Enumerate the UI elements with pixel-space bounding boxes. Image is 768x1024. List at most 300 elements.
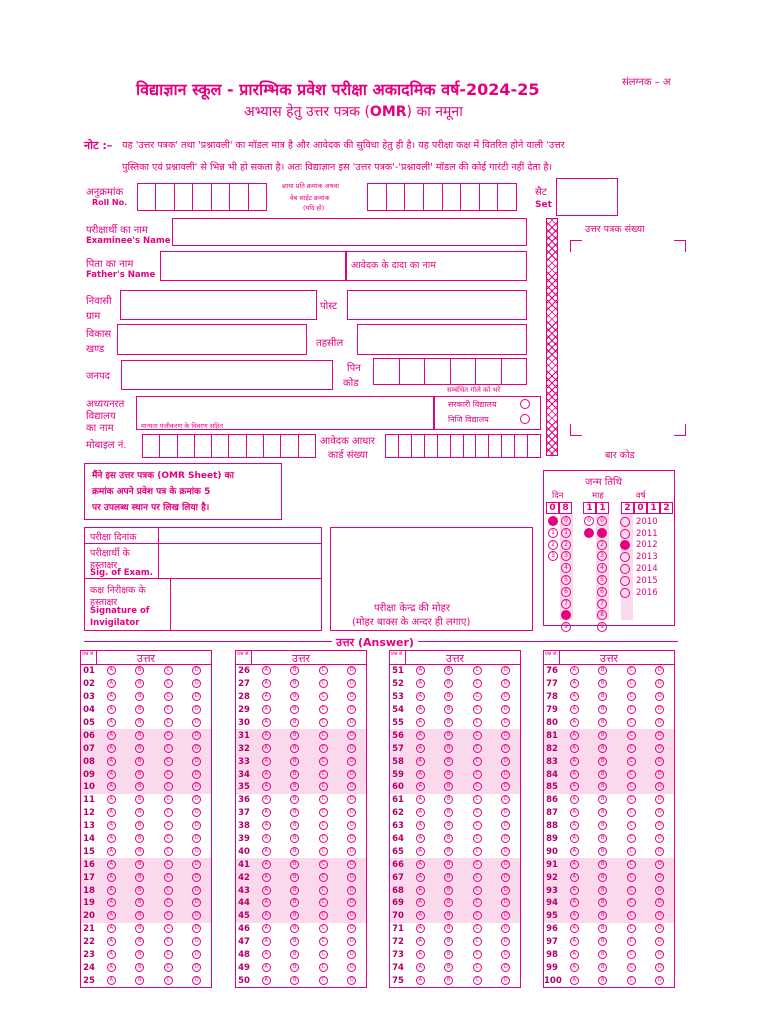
- answer-option-bubble[interactable]: B: [598, 886, 607, 895]
- answer-option-bubble[interactable]: C: [319, 924, 328, 933]
- answer-option-bubble[interactable]: C: [319, 731, 328, 740]
- answer-option-bubble[interactable]: A: [262, 911, 271, 920]
- answer-option-bubble[interactable]: D: [501, 847, 510, 856]
- answer-option-bubble[interactable]: D: [347, 950, 356, 959]
- answer-option-bubble[interactable]: D: [655, 731, 664, 740]
- answer-option-bubble[interactable]: D: [655, 821, 664, 830]
- answer-option-bubble[interactable]: A: [416, 718, 425, 727]
- answer-option-bubble[interactable]: B: [444, 860, 453, 869]
- answer-option-bubble[interactable]: A: [262, 731, 271, 740]
- answer-option-bubble[interactable]: D: [192, 692, 201, 701]
- answer-option-bubble[interactable]: B: [135, 821, 144, 830]
- answer-option-bubble[interactable]: C: [319, 963, 328, 972]
- answer-option-bubble[interactable]: B: [444, 963, 453, 972]
- answer-option-bubble[interactable]: C: [319, 873, 328, 882]
- answer-option-bubble[interactable]: D: [192, 898, 201, 907]
- answer-option-bubble[interactable]: A: [107, 757, 116, 766]
- answer-option-bubble[interactable]: C: [627, 963, 636, 972]
- answer-option-bubble[interactable]: D: [347, 731, 356, 740]
- answer-option-bubble[interactable]: B: [290, 666, 299, 675]
- answer-option-bubble[interactable]: C: [319, 847, 328, 856]
- answer-option-bubble[interactable]: B: [598, 757, 607, 766]
- answer-option-bubble[interactable]: C: [473, 731, 482, 740]
- answer-option-bubble[interactable]: A: [416, 963, 425, 972]
- answer-option-bubble[interactable]: C: [164, 666, 173, 675]
- answer-option-bubble[interactable]: A: [262, 666, 271, 675]
- answer-option-bubble[interactable]: C: [473, 924, 482, 933]
- answer-option-bubble[interactable]: D: [501, 860, 510, 869]
- answer-option-bubble[interactable]: D: [192, 873, 201, 882]
- answer-option-bubble[interactable]: B: [290, 795, 299, 804]
- answer-option-bubble[interactable]: D: [347, 898, 356, 907]
- answer-option-bubble[interactable]: A: [416, 744, 425, 753]
- mobile-number-cells[interactable]: [142, 434, 316, 458]
- answer-option-bubble[interactable]: C: [627, 924, 636, 933]
- answer-option-bubble[interactable]: D: [192, 847, 201, 856]
- answer-option-bubble[interactable]: B: [135, 782, 144, 791]
- answer-option-bubble[interactable]: C: [627, 834, 636, 843]
- answer-option-bubble[interactable]: C: [627, 795, 636, 804]
- answer-option-bubble[interactable]: A: [262, 795, 271, 804]
- answer-option-bubble[interactable]: D: [347, 860, 356, 869]
- answer-option-bubble[interactable]: C: [164, 757, 173, 766]
- answer-option-bubble[interactable]: C: [164, 795, 173, 804]
- answer-option-bubble[interactable]: A: [107, 976, 116, 985]
- answer-option-bubble[interactable]: C: [473, 976, 482, 985]
- answer-option-bubble[interactable]: A: [570, 718, 579, 727]
- answer-option-bubble[interactable]: A: [262, 808, 271, 817]
- answer-option-bubble[interactable]: C: [319, 705, 328, 714]
- answer-option-bubble[interactable]: D: [192, 821, 201, 830]
- dob-bubble[interactable]: 2: [561, 540, 571, 550]
- dob-bubble[interactable]: 9: [561, 622, 571, 632]
- answer-option-bubble[interactable]: B: [135, 963, 144, 972]
- dob-year-digits[interactable]: [621, 502, 673, 514]
- district-field[interactable]: [121, 360, 333, 390]
- answer-option-bubble[interactable]: C: [319, 821, 328, 830]
- answer-option-bubble[interactable]: B: [598, 950, 607, 959]
- dob-month-tens-bubbles[interactable]: [584, 516, 594, 540]
- answer-option-bubble[interactable]: C: [627, 679, 636, 688]
- dob-bubble[interactable]: 6: [561, 587, 571, 597]
- answer-option-bubble[interactable]: D: [501, 731, 510, 740]
- answer-option-bubble[interactable]: A: [107, 731, 116, 740]
- answer-option-bubble[interactable]: C: [164, 731, 173, 740]
- answer-option-bubble[interactable]: C: [473, 847, 482, 856]
- answer-option-bubble[interactable]: C: [319, 937, 328, 946]
- answer-option-bubble[interactable]: D: [501, 782, 510, 791]
- answer-option-bubble[interactable]: A: [570, 834, 579, 843]
- dob-year-options[interactable]: [620, 516, 658, 599]
- answer-option-bubble[interactable]: C: [319, 834, 328, 843]
- answer-option-bubble[interactable]: A: [262, 821, 271, 830]
- answer-option-bubble[interactable]: A: [416, 924, 425, 933]
- answer-option-bubble[interactable]: C: [319, 744, 328, 753]
- answer-option-bubble[interactable]: B: [598, 692, 607, 701]
- answer-option-bubble[interactable]: C: [473, 937, 482, 946]
- answer-option-bubble[interactable]: D: [347, 718, 356, 727]
- examinee-name-field[interactable]: [172, 218, 527, 246]
- answer-option-bubble[interactable]: B: [444, 744, 453, 753]
- answer-option-bubble[interactable]: C: [473, 886, 482, 895]
- answer-option-bubble[interactable]: C: [164, 744, 173, 753]
- answer-option-bubble[interactable]: A: [416, 937, 425, 946]
- answer-option-bubble[interactable]: A: [416, 666, 425, 675]
- answer-option-bubble[interactable]: C: [627, 808, 636, 817]
- dob-bubble[interactable]: 7: [561, 599, 571, 609]
- answer-option-bubble[interactable]: C: [164, 692, 173, 701]
- answer-option-bubble[interactable]: A: [570, 963, 579, 972]
- answer-option-bubble[interactable]: B: [444, 718, 453, 727]
- answer-option-bubble[interactable]: D: [347, 679, 356, 688]
- answer-option-bubble[interactable]: D: [501, 873, 510, 882]
- answer-option-bubble[interactable]: C: [627, 821, 636, 830]
- answer-option-bubble[interactable]: C: [627, 950, 636, 959]
- answer-option-bubble[interactable]: A: [570, 731, 579, 740]
- answer-option-bubble[interactable]: C: [164, 705, 173, 714]
- answer-option-bubble[interactable]: D: [192, 718, 201, 727]
- answer-option-bubble[interactable]: D: [347, 795, 356, 804]
- dob-bubble[interactable]: 2: [548, 540, 558, 550]
- answer-option-bubble[interactable]: D: [192, 886, 201, 895]
- answer-option-bubble[interactable]: C: [164, 873, 173, 882]
- answer-option-bubble[interactable]: B: [444, 886, 453, 895]
- answer-option-bubble[interactable]: D: [655, 937, 664, 946]
- answer-option-bubble[interactable]: C: [164, 937, 173, 946]
- answer-option-bubble[interactable]: A: [416, 834, 425, 843]
- answer-option-bubble[interactable]: B: [598, 795, 607, 804]
- answer-option-bubble[interactable]: D: [347, 744, 356, 753]
- answer-option-bubble[interactable]: A: [107, 679, 116, 688]
- answer-option-bubble[interactable]: A: [570, 795, 579, 804]
- answer-option-bubble[interactable]: B: [290, 731, 299, 740]
- answer-option-bubble[interactable]: D: [192, 731, 201, 740]
- answer-option-bubble[interactable]: B: [290, 718, 299, 727]
- dob-bubble[interactable]: 2: [597, 540, 607, 550]
- answer-option-bubble[interactable]: C: [319, 976, 328, 985]
- answer-option-bubble[interactable]: A: [107, 963, 116, 972]
- answer-option-bubble[interactable]: A: [570, 937, 579, 946]
- answer-option-bubble[interactable]: C: [473, 873, 482, 882]
- answer-option-bubble[interactable]: D: [501, 963, 510, 972]
- answer-option-bubble[interactable]: C: [164, 976, 173, 985]
- answer-option-bubble[interactable]: B: [290, 744, 299, 753]
- answer-option-bubble[interactable]: D: [347, 821, 356, 830]
- answer-option-bubble[interactable]: B: [290, 963, 299, 972]
- answer-option-bubble[interactable]: C: [319, 679, 328, 688]
- answer-option-bubble[interactable]: A: [416, 950, 425, 959]
- answer-option-bubble[interactable]: A: [570, 821, 579, 830]
- answer-option-bubble[interactable]: A: [107, 898, 116, 907]
- answer-option-bubble[interactable]: A: [262, 782, 271, 791]
- answer-option-bubble[interactable]: D: [655, 976, 664, 985]
- examinee-signature-field[interactable]: [158, 543, 322, 578]
- answer-option-bubble[interactable]: A: [262, 834, 271, 843]
- answer-option-bubble[interactable]: C: [164, 963, 173, 972]
- answer-option-bubble[interactable]: B: [598, 898, 607, 907]
- answer-option-bubble[interactable]: B: [135, 692, 144, 701]
- answer-option-bubble[interactable]: A: [570, 976, 579, 985]
- answer-option-bubble[interactable]: A: [416, 911, 425, 920]
- dob-bubble[interactable]: 4: [597, 563, 607, 573]
- answer-option-bubble[interactable]: C: [473, 821, 482, 830]
- answer-option-bubble[interactable]: D: [347, 976, 356, 985]
- answer-option-bubble[interactable]: D: [655, 950, 664, 959]
- answer-option-bubble[interactable]: C: [164, 770, 173, 779]
- answer-option-bubble[interactable]: B: [135, 731, 144, 740]
- answer-option-bubble[interactable]: C: [473, 963, 482, 972]
- answer-option-bubble[interactable]: A: [416, 860, 425, 869]
- answer-option-bubble[interactable]: B: [444, 757, 453, 766]
- answer-option-bubble[interactable]: D: [192, 705, 201, 714]
- answer-option-bubble[interactable]: B: [598, 666, 607, 675]
- answer-option-bubble[interactable]: A: [416, 692, 425, 701]
- answer-option-bubble[interactable]: D: [501, 770, 510, 779]
- answer-option-bubble[interactable]: D: [192, 770, 201, 779]
- answer-option-bubble[interactable]: D: [192, 937, 201, 946]
- answer-option-bubble[interactable]: C: [473, 950, 482, 959]
- dob-year-option[interactable]: [620, 575, 658, 587]
- answer-option-bubble[interactable]: B: [598, 937, 607, 946]
- answer-option-bubble[interactable]: B: [444, 924, 453, 933]
- answer-option-bubble[interactable]: C: [473, 808, 482, 817]
- answer-option-bubble[interactable]: C: [164, 834, 173, 843]
- answer-option-bubble[interactable]: D: [192, 834, 201, 843]
- answer-option-bubble[interactable]: A: [416, 808, 425, 817]
- answer-option-bubble[interactable]: A: [416, 705, 425, 714]
- answer-option-bubble[interactable]: B: [598, 821, 607, 830]
- dob-bubble[interactable]: 6: [597, 587, 607, 597]
- answer-option-bubble[interactable]: C: [319, 757, 328, 766]
- dob-bubble[interactable]: 5: [561, 575, 571, 585]
- answer-option-bubble[interactable]: B: [444, 666, 453, 675]
- answer-option-bubble[interactable]: A: [570, 692, 579, 701]
- answer-option-bubble[interactable]: C: [319, 770, 328, 779]
- answer-option-bubble[interactable]: C: [627, 873, 636, 882]
- answer-option-bubble[interactable]: D: [347, 924, 356, 933]
- answer-option-bubble[interactable]: D: [655, 679, 664, 688]
- answer-option-bubble[interactable]: B: [598, 808, 607, 817]
- answer-option-bubble[interactable]: D: [655, 847, 664, 856]
- answer-option-bubble[interactable]: D: [501, 666, 510, 675]
- answer-option-bubble[interactable]: A: [107, 834, 116, 843]
- answer-option-bubble[interactable]: A: [570, 770, 579, 779]
- answer-option-bubble[interactable]: B: [290, 873, 299, 882]
- answer-option-bubble[interactable]: D: [192, 924, 201, 933]
- answer-option-bubble[interactable]: A: [416, 795, 425, 804]
- answer-option-bubble[interactable]: C: [627, 718, 636, 727]
- answer-option-bubble[interactable]: A: [570, 886, 579, 895]
- dob-year-bubble[interactable]: [620, 564, 630, 574]
- answer-option-bubble[interactable]: A: [107, 782, 116, 791]
- answer-option-bubble[interactable]: D: [655, 911, 664, 920]
- dob-bubble[interactable]: 0: [548, 516, 558, 526]
- answer-option-bubble[interactable]: D: [501, 808, 510, 817]
- answer-option-bubble[interactable]: C: [473, 795, 482, 804]
- answer-option-bubble[interactable]: C: [319, 718, 328, 727]
- aadhaar-number-cells[interactable]: [385, 434, 541, 458]
- answer-option-bubble[interactable]: C: [627, 666, 636, 675]
- answer-option-bubble[interactable]: C: [627, 847, 636, 856]
- answer-option-bubble[interactable]: C: [627, 886, 636, 895]
- answer-option-bubble[interactable]: D: [347, 963, 356, 972]
- answer-option-bubble[interactable]: A: [570, 666, 579, 675]
- answer-option-bubble[interactable]: C: [627, 705, 636, 714]
- answer-option-bubble[interactable]: B: [444, 692, 453, 701]
- answer-option-bubble[interactable]: C: [627, 757, 636, 766]
- answer-option-bubble[interactable]: B: [290, 924, 299, 933]
- answer-option-bubble[interactable]: D: [501, 886, 510, 895]
- answer-option-bubble[interactable]: A: [262, 976, 271, 985]
- answer-option-bubble[interactable]: C: [473, 782, 482, 791]
- answer-option-bubble[interactable]: A: [107, 795, 116, 804]
- answer-option-bubble[interactable]: B: [444, 770, 453, 779]
- answer-option-bubble[interactable]: B: [598, 782, 607, 791]
- answer-option-bubble[interactable]: A: [262, 744, 271, 753]
- answer-option-bubble[interactable]: B: [598, 770, 607, 779]
- answer-option-bubble[interactable]: D: [655, 666, 664, 675]
- answer-option-bubble[interactable]: D: [655, 886, 664, 895]
- answer-option-bubble[interactable]: A: [262, 950, 271, 959]
- answer-option-bubble[interactable]: C: [164, 782, 173, 791]
- answer-option-bubble[interactable]: A: [570, 898, 579, 907]
- answer-option-bubble[interactable]: C: [319, 782, 328, 791]
- answer-option-bubble[interactable]: A: [107, 718, 116, 727]
- dob-year-option[interactable]: [620, 528, 658, 540]
- answer-option-bubble[interactable]: C: [164, 898, 173, 907]
- answer-option-bubble[interactable]: D: [501, 911, 510, 920]
- answer-option-bubble[interactable]: B: [444, 898, 453, 907]
- answer-option-bubble[interactable]: A: [570, 744, 579, 753]
- answer-option-bubble[interactable]: A: [262, 705, 271, 714]
- answer-option-bubble[interactable]: C: [473, 757, 482, 766]
- answer-option-bubble[interactable]: C: [319, 666, 328, 675]
- answer-option-bubble[interactable]: C: [473, 705, 482, 714]
- answer-option-bubble[interactable]: D: [192, 950, 201, 959]
- pin-code-cells[interactable]: [373, 358, 527, 385]
- answer-option-bubble[interactable]: B: [135, 911, 144, 920]
- answer-option-bubble[interactable]: C: [319, 808, 328, 817]
- dob-year-option[interactable]: [620, 551, 658, 563]
- answer-option-bubble[interactable]: D: [655, 718, 664, 727]
- answer-option-bubble[interactable]: A: [107, 692, 116, 701]
- answer-option-bubble[interactable]: C: [164, 860, 173, 869]
- answer-option-bubble[interactable]: A: [570, 782, 579, 791]
- answer-option-bubble[interactable]: B: [444, 821, 453, 830]
- answer-option-bubble[interactable]: B: [444, 808, 453, 817]
- answer-option-bubble[interactable]: D: [501, 795, 510, 804]
- answer-option-bubble[interactable]: A: [107, 821, 116, 830]
- answer-option-bubble[interactable]: B: [290, 898, 299, 907]
- answer-option-bubble[interactable]: A: [262, 873, 271, 882]
- answer-option-bubble[interactable]: A: [262, 963, 271, 972]
- answer-option-bubble[interactable]: B: [598, 718, 607, 727]
- answer-option-bubble[interactable]: B: [135, 950, 144, 959]
- answer-option-bubble[interactable]: C: [473, 718, 482, 727]
- answer-option-bubble[interactable]: B: [290, 782, 299, 791]
- answer-option-bubble[interactable]: D: [347, 666, 356, 675]
- answer-option-bubble[interactable]: B: [598, 834, 607, 843]
- answer-option-bubble[interactable]: B: [598, 873, 607, 882]
- dob-bubble[interactable]: 1: [584, 528, 594, 538]
- answer-option-bubble[interactable]: B: [290, 705, 299, 714]
- answer-option-bubble[interactable]: D: [655, 757, 664, 766]
- answer-option-bubble[interactable]: D: [192, 757, 201, 766]
- answer-option-bubble[interactable]: D: [192, 744, 201, 753]
- dob-bubble[interactable]: 4: [561, 563, 571, 573]
- answer-option-bubble[interactable]: B: [135, 718, 144, 727]
- answer-option-bubble[interactable]: B: [598, 847, 607, 856]
- answer-option-bubble[interactable]: D: [347, 834, 356, 843]
- answer-option-bubble[interactable]: A: [570, 847, 579, 856]
- answer-option-bubble[interactable]: D: [347, 705, 356, 714]
- answer-option-bubble[interactable]: D: [192, 795, 201, 804]
- answer-option-bubble[interactable]: A: [416, 886, 425, 895]
- dob-bubble[interactable]: 3: [561, 551, 571, 561]
- answer-option-bubble[interactable]: C: [319, 911, 328, 920]
- answer-option-bubble[interactable]: A: [570, 705, 579, 714]
- answer-option-bubble[interactable]: B: [444, 847, 453, 856]
- answer-option-bubble[interactable]: C: [164, 718, 173, 727]
- dob-bubble[interactable]: 1: [597, 528, 607, 538]
- answer-option-bubble[interactable]: B: [290, 808, 299, 817]
- answer-option-bubble[interactable]: A: [107, 847, 116, 856]
- invigilator-signature-field[interactable]: [170, 578, 322, 631]
- answer-option-bubble[interactable]: B: [444, 782, 453, 791]
- answer-option-bubble[interactable]: A: [416, 757, 425, 766]
- dob-day-units-bubbles[interactable]: [561, 516, 571, 634]
- govt-school-radio[interactable]: [520, 399, 530, 409]
- answer-option-bubble[interactable]: D: [192, 963, 201, 972]
- answer-option-bubble[interactable]: B: [598, 731, 607, 740]
- answer-option-bubble[interactable]: A: [262, 847, 271, 856]
- website-roll-cells[interactable]: [367, 183, 517, 211]
- answer-option-bubble[interactable]: B: [135, 757, 144, 766]
- answer-option-bubble[interactable]: B: [135, 976, 144, 985]
- answer-option-bubble[interactable]: B: [444, 705, 453, 714]
- answer-option-bubble[interactable]: A: [570, 808, 579, 817]
- answer-option-bubble[interactable]: C: [319, 898, 328, 907]
- answer-option-bubble[interactable]: A: [107, 666, 116, 675]
- village-field[interactable]: [120, 290, 317, 320]
- dob-day-tens-bubbles[interactable]: [548, 516, 558, 563]
- answer-option-bubble[interactable]: D: [501, 679, 510, 688]
- tehsil-field[interactable]: [357, 324, 527, 355]
- answer-option-bubble[interactable]: C: [627, 860, 636, 869]
- answer-option-bubble[interactable]: B: [135, 860, 144, 869]
- answer-option-bubble[interactable]: C: [627, 976, 636, 985]
- answer-option-bubble[interactable]: D: [655, 705, 664, 714]
- dob-month-digits[interactable]: [583, 502, 609, 514]
- answer-option-bubble[interactable]: D: [655, 795, 664, 804]
- answer-option-bubble[interactable]: A: [107, 873, 116, 882]
- answer-option-bubble[interactable]: C: [627, 692, 636, 701]
- answer-option-bubble[interactable]: A: [570, 950, 579, 959]
- answer-option-bubble[interactable]: D: [347, 770, 356, 779]
- answer-option-bubble[interactable]: A: [416, 976, 425, 985]
- answer-option-bubble[interactable]: A: [262, 718, 271, 727]
- dob-bubble[interactable]: 3: [548, 551, 558, 561]
- answer-option-bubble[interactable]: B: [135, 873, 144, 882]
- answer-option-bubble[interactable]: D: [192, 679, 201, 688]
- answer-option-bubble[interactable]: B: [598, 963, 607, 972]
- dob-bubble[interactable]: 0: [597, 516, 607, 526]
- answer-option-bubble[interactable]: B: [135, 679, 144, 688]
- answer-option-bubble[interactable]: A: [262, 860, 271, 869]
- answer-option-bubble[interactable]: C: [164, 847, 173, 856]
- answer-option-bubble[interactable]: B: [290, 757, 299, 766]
- answer-option-bubble[interactable]: B: [290, 847, 299, 856]
